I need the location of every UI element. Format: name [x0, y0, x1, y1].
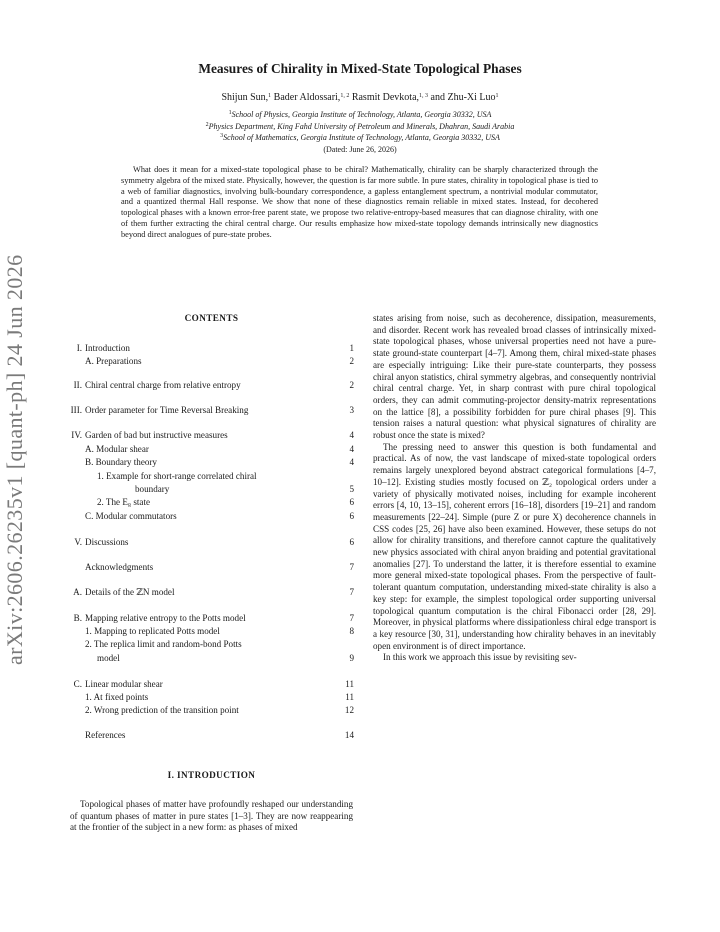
toc-number: V.	[74, 537, 82, 547]
toc-page: 2	[349, 380, 354, 390]
toc-page: 4	[349, 430, 354, 440]
toc-title: 1. Mapping to replicated Potts model	[85, 626, 220, 636]
arxiv-identifier: arXiv:2606.26235v1 [quant-ph] 24 Jun 2026	[2, 254, 27, 666]
body-paragraph: In this work we approach this issue by revisiting sev-	[383, 652, 577, 663]
toc-page: 9	[349, 653, 354, 663]
toc-title: Order parameter for Time Reversal Breaking	[85, 405, 249, 415]
body-paragraph: states arising from noise, such as decoherence, dissipation, measurements, and disorder. Recent work has revealed broad classes of intrinsically mixed-state topological phases, whose universal properties need not have a pure-state ground-state counterpart [4–7]. Among them, chiral mixed-state phases are especially intriguing: Like their pure-state counterparts, they possess chiral anyon statistics, chiral symmetry algebras, and consequently nontrivial chiral central charge. Yet, in sharp contrast with pure chiral topological orders, they can admit commuting-projector density-matrix representations on the lattice [8], a possibility forbidden for pure chiral phases [9]. This tension raises a natural question: what physical signatures of chirality are robust once the state is mixed?	[373, 313, 656, 441]
toc-title: Introduction	[85, 343, 130, 353]
toc-title: boundary	[135, 484, 170, 494]
toc-page: 7	[349, 562, 354, 572]
toc-title: model	[97, 653, 120, 663]
toc-page: 7	[349, 613, 354, 623]
paper-title: Measures of Chirality in Mixed-State Topological Phases	[198, 61, 522, 76]
toc-title: Chiral central charge from relative entropy	[85, 380, 241, 390]
affiliation-list	[0, 109, 720, 155]
toc-page: 6	[349, 511, 354, 521]
author-list	[0, 92, 720, 103]
toc-number: I.	[76, 343, 82, 353]
toc-page: 6	[349, 497, 354, 507]
author-affiliation-mark: 1, 3	[419, 93, 429, 99]
abstract: What does it mean for a mixed-state topological phase to be chiral? Mathematically, chirality can be sharply characterized through the symmetry algebra of the mixed state. Physically, however, the question is far more subtle. In pure states, chirality in topological phase is tied to a web of familiar diagnostics, involving bulk-boundary correspondence, a gapless entanglement spectrum, a nontrivial modular commutator, and a quantized thermal Hall response. We show that none of these diagnostics remain reliable in mixed states. Instead, for decohered topological phases with a known error-free parent state, we propose two relative-entropy-based measures that can diagnose chirality, with one of them further extracting the chiral central charge. Our results emphasize how mixed-state topology demands intrinsically new diagnostics beyond direct analogues of pure-state probes.	[121, 165, 598, 239]
toc-page: 11	[345, 679, 354, 689]
toc-title: 2. The E₈ state	[97, 497, 151, 507]
section-heading-introduction: I. INTRODUCTION	[167, 770, 256, 780]
toc-title: Details of the ℤN model	[85, 587, 175, 597]
toc-title: 2. Wrong prediction of the transition point	[85, 705, 239, 715]
toc-number: III.	[70, 405, 82, 415]
affiliation	[0, 132, 720, 144]
affiliation	[0, 121, 720, 133]
toc-page: 4	[349, 444, 354, 454]
author-name: Shijun Sun,	[221, 92, 269, 103]
toc-number: B.	[73, 613, 82, 623]
affiliation	[0, 109, 720, 121]
author-name: Bader Aldossari,	[273, 92, 341, 103]
toc-title: Garden of bad but instructive measures	[85, 430, 228, 440]
toc-page: 5	[349, 484, 354, 494]
author-affiliation-mark: 1	[268, 93, 272, 99]
author-affiliation-mark: 1	[495, 93, 499, 99]
toc-title: C. Modular commutators	[85, 511, 177, 521]
toc-title: Linear modular shear	[85, 679, 163, 689]
toc-page: 12	[344, 705, 354, 715]
affiliation-text: School of Physics, Georgia Institute of Technology, Atlanta, Georgia 30332, USA	[231, 110, 492, 119]
toc-page: 14	[344, 730, 354, 740]
body-paragraph: The pressing need to answer this question is both fundamental and practical. As of now, the vast landscape of mixed-state topological orders remains largely unexplored beyond abstract categorical formulations [4–7, 10–12]. Existing studies mostly focused on ℤ₂ topological orders under a variety of physically motivated noises, including for example incoherent errors [4, 10, 13–15], coherent errors [16–18], disorders [19–21] and random measurements [22–24]. Simple (pure Z or pure X) decoherence channels in CSS codes [25, 26] have also been examined. However, these setups do not allow for chirality transitions, and therefore cannot capture the qualitatively new physics associated with chiral anyon braiding and potential gravitational anomalies [27]. To understand the latter, it is therefore essential to examine more general mixed-state topological phases. From the perspective of fault-tolerant quantum computation, understanding mixed-state chirality is also a key step: for example, the simplest topological order supporting universal topological quantum computation is the chiral Fibonacci order [28, 29]. Moreover, in physical platforms where dissipationless chiral edge transport is a key resource [30, 31], understanding how chirality behaves in an inevitably open environment is of direct importance.	[373, 441, 656, 651]
toc-page: 11	[345, 692, 354, 702]
toc-title: Acknowledgments	[85, 562, 154, 572]
affiliation-text: Physics Department, King Fahd University of Petroleum and Minerals, Dhahran, Saudi Arabia	[208, 121, 515, 131]
toc-title: References	[85, 730, 126, 740]
author-name: Rasmit Devkota,	[351, 92, 420, 103]
toc-page: 6	[349, 537, 354, 547]
toc-title: B. Boundary theory	[85, 457, 157, 467]
toc-page: 7	[349, 587, 354, 597]
toc-number: II.	[73, 380, 82, 390]
toc-title: 1. At fixed points	[85, 692, 149, 702]
affiliation-text: School of Mathematics, Georgia Institute of Technology, Atlanta, Georgia 30332, USA	[223, 133, 500, 142]
toc-title: A. Preparations	[85, 356, 142, 366]
author-affiliation-mark: 1, 2	[340, 93, 350, 99]
date-line: (Dated: June 26, 2026)	[323, 144, 397, 154]
toc-number: A.	[73, 587, 82, 597]
toc-title: Discussions	[85, 537, 129, 547]
affiliation-mark: 2	[205, 121, 209, 128]
right-column	[373, 313, 656, 664]
introduction-paragraph: Topological phases of matter have profoundly reshaped our understanding of quantum phases of matter in pure states [1–3]. They are now reappearing at the frontier of the subject in a new form: as phases of mixed	[70, 799, 353, 833]
toc-title: Mapping relative entropy to the Potts model	[85, 613, 246, 623]
toc-number: IV.	[71, 430, 82, 440]
toc-page: 8	[349, 626, 354, 636]
affiliation-mark: 1	[228, 110, 232, 116]
contents-heading: CONTENTS	[184, 313, 239, 323]
toc-title: A. Modular shear	[85, 444, 149, 454]
toc-title: 1. Example for short-range correlated chiral	[97, 471, 257, 481]
toc-page: 4	[349, 457, 354, 467]
affiliation-mark: 3	[220, 133, 224, 139]
author-name: and Zhu-Xi Luo	[430, 92, 496, 103]
toc-page: 2	[349, 356, 354, 366]
toc-number: C.	[73, 679, 82, 689]
toc-page: 1	[349, 343, 354, 353]
toc-page: 3	[349, 405, 354, 415]
toc-title: 2. The replica limit and random-bond Potts	[85, 639, 242, 649]
